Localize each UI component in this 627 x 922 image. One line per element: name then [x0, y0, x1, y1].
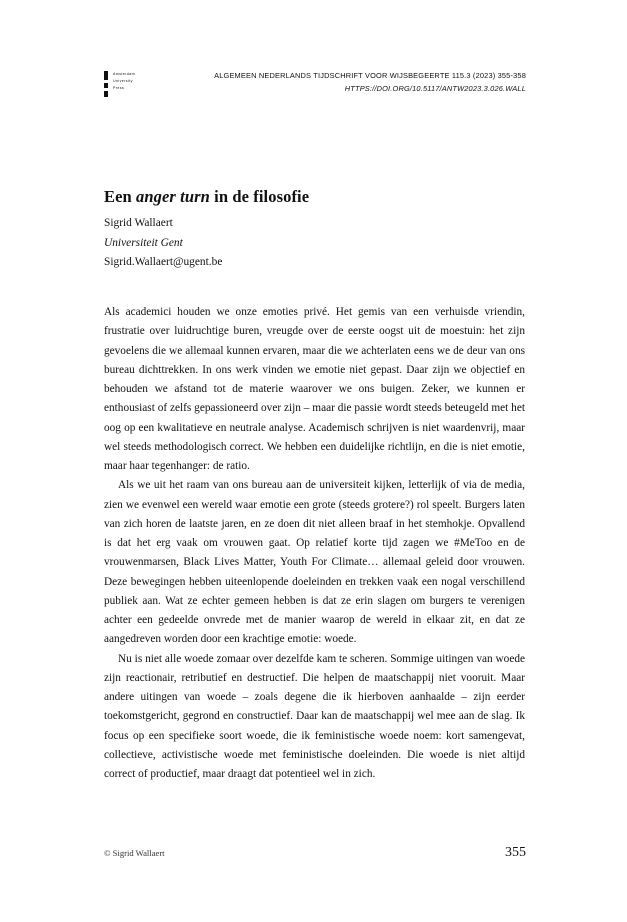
title-part-1: Een	[104, 187, 137, 207]
publisher-logo-mark-icon	[104, 71, 108, 97]
title-part-2: in de filosofie	[209, 187, 310, 207]
author-block	[104, 214, 534, 273]
body-paragraph: Als we uit het raam van ons bureau aan de universiteit kijken, letterlijk of via de media, zien we evenwel een wereld waar emotie een grote (steeds grotere?) rol speelt. Burgers laten van zich horen de laatste jaren, en ze doen dit niet alleen braaf in het stemhokje. Opvallend is dat het erg vaak om vrouwen gaat. Op relatief korte tijd zagen we #MeToo en de vrouwenmarsen, Black Lives Matter, Youth For Climate… allemaal geleid door vrouwen. Deze bewegingen hebben uiteenlopende doeleinden en trekken vaak een nogal verschillend publiek aan. Wat ze echter gemeen hebben is dat ze erin slagen om burgers te verenigen achter een gedeelde onvrede met de manier waarop de wereld in elkaar zit, en dat ze aangedreven worden door een krachtige emotie: woede.	[104, 479, 525, 646]
page-title	[104, 187, 534, 207]
article-body	[104, 303, 525, 784]
copyright-notice: © Sigrid Wallaert	[104, 848, 165, 858]
publisher-logo-text	[113, 70, 135, 92]
author-name: Sigrid Wallaert	[104, 217, 173, 229]
publisher-logo-line-2: University	[113, 79, 133, 83]
publisher-logo-line-1: Amsterdam	[113, 72, 135, 76]
journal-reference	[160, 70, 526, 95]
journal-citation: ALGEMEEN NEDERLANDS TIJDSCHRIFT VOOR WIJSBEGEERTE 115.3 (2023) 355-358	[214, 71, 526, 80]
body-paragraph: Nu is niet alle woede zomaar over dezelfde kam te scheren. Sommige uitingen van woede zijn reactionair, retributief en destructief. Die helpen de maatschappij niet vooruit. Maar andere uitingen van woede – zoals degene die ik hierboven aanhaalde – zijn eerder toekomstgericht, gegrond en constructief. Daar kan de maatschappij wel mee aan de slag. Ik focus op een specifieke soort woede, die ik feministische woede noem: kort samengevat, collectieve, activistische woede met feministische doeleinden. Die woede is niet altijd correct of productief, maar draagt dat potentieel wel in zich.	[104, 652, 525, 780]
title-italic-part: anger turn	[136, 187, 210, 207]
doi-link[interactable]: HTTPS://DOI.ORG/10.5117/ANTW2023.3.026.WALL	[344, 84, 526, 93]
author-affiliation: Universiteit Gent	[104, 236, 183, 249]
publisher-logo-line-3: Press	[113, 86, 125, 90]
page-header	[104, 70, 526, 97]
page-number: 355	[505, 845, 526, 860]
author-email[interactable]: Sigrid.Wallaert@ugent.be	[104, 256, 223, 268]
publisher-logo	[104, 70, 160, 97]
body-paragraph: Als academici houden we onze emoties privé. Het gemis van een verhuisde vriendin, frustratie over luidruchtige buren, vreugde over de eerste oogst uit de moestuin: het zijn gevoelens die we allemaal kunnen ervaren, maar die we achterlaten eens we de deur van ons bureau dichttrekken. In ons werk vinden we emotie niet gepast. Daar zijn we objectief en behouden we afstand tot de materie waarover we ons buigen. Zeker, we kunnen er enthousiast of zelfs gepassioneerd over zijn – maar die passie wordt steeds beteugeld met het oog op een kwalitatieve en neutrale analyse. Academisch schrijven is niet waardenvrij, maar wel steeds methodologisch correct. We hebben een duidelijke richtlijn, en die is niet emotie, maar haar tegenhanger: de ratio.	[104, 306, 525, 472]
